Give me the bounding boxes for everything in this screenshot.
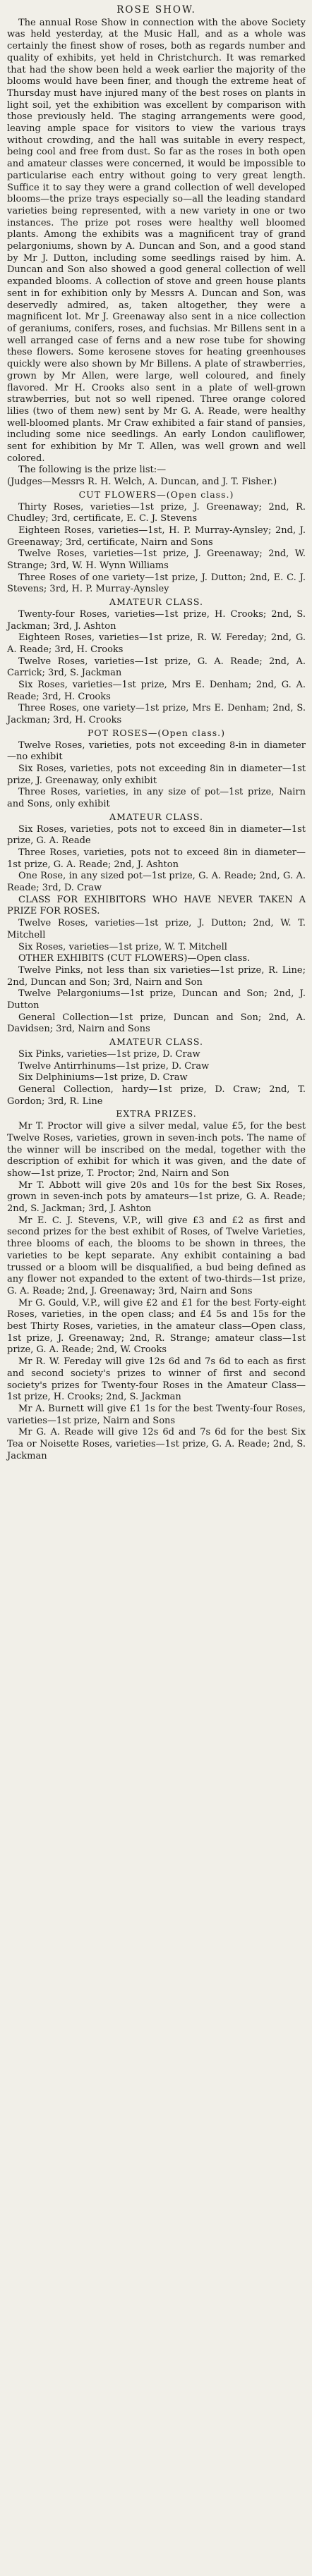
- paragraph: The annual Rose Show in connection with the above Society was held yesterday, at the Music Hall, and as a whole was certainly the finest show of roses, both as regards number and quality of exhibits, yet held in Christchurch. It was remarked that had the show been held a week earlier the majority of the blooms would have been finer, and though the extreme heat of Thursday must have injured many of the best roses on plants in light soil, yet the exhibition was excellent by comparison with those previously held. The staging arrangements were good, leaving ample space for visitors to view the various trays without crowding, and the hall was suitable in every respect, being cool and free from dust. So far as the roses in both open and amateur classes were concerned, it would be impossible to particularise each entry without going to very great length. Suffice it to say they were a grand collection of well developed blooms—the prize trays especially so—all the leading standard varieties being represented, with a new variety in one or two instances. The prize pot roses were healthy well bloomed plants. Among the exhibits was a magnificent tray of grand pelargoniums, shown by A. Duncan and Son, and a good stand by Mr J. Dutton, including some seedlings raised by him. A. Duncan and Son also showed a good general collection of well expanded blooms. A collection of stove and green house plants sent in for exhibition only by Messrs A. Duncan and Son, was deservedly admired, as, taken altogether, they were a magnificent lot. Mr J. Greenaway also sent in a nice collection of geraniums, conifers, roses, and fuchsias. Mr Billens sent in a well arranged case of ferns and a new rose tube for showing these flowers. Some kerosene stoves for heating greenhouses quickly were also shown by Mr Billens. A plate of strawberries, grown by Mr Allen, were large, well coloured, and finely flavored. Mr H. Crooks also sent in a plate of well-grown strawberries, but not so well ripened. Three orange colored lilies (two of them new) sent by Mr G. A. Reade, were healthy well-bloomed plants. Mr Craw exhibited a fair stand of pansies, including some nice seedlings. An early London cauliflower, sent for exhibition by Mr T. Allen, was well grown and well colored.: [7, 17, 306, 464]
- paragraph: Three Roses, varieties, pots not to exceed 8in in diameter—1st prize, G. A. Reade; 2nd, J. Ashton: [7, 847, 306, 870]
- paragraph: Three Roses of one variety—1st prize, J. Dutton; 2nd, E. C. J. Stevens; 3rd, H. P. Murray-Aynsley: [7, 572, 306, 595]
- paragraph: Six Delphiniums—1st prize, D. Craw: [18, 1072, 188, 1084]
- paragraph: Twelve Roses, varieties, pots not exceeding 8-in in diameter—no exhibit: [7, 740, 306, 763]
- section-heading: AMATEUR CLASS.: [109, 811, 203, 822]
- paragraph: Twenty-four Roses, varieties—1st prize, H. Crooks; 2nd, S. Jackman; 3rd, J. Ashton: [7, 608, 306, 632]
- paragraph: Mr T. Proctor will give a silver medal, value £5, for the best Twelve Roses, varieties, grown in seven-inch pots. The name of the winner will be inscribed on the medal, together with the description of exhibit for which it was given, and the date of show—1st prize, T. Proctor; 2nd, Nairn and Son: [7, 1121, 306, 1179]
- paragraph: The following is the prize list:—: [18, 465, 167, 476]
- paragraph: Mr R. W. Fereday will give 12s 6d and 7s 6d to each as first and second society's prizes to winner of first and second society's prizes for Twenty-four Roses in the Amateur Class—1st prize, H. Crooks; 2nd, S. Jackman: [7, 1356, 306, 1403]
- paragraph: Six Pinks, varieties—1st prize, D. Craw: [18, 1048, 200, 1060]
- paragraph: General Collection—1st prize, Duncan and Son; 2nd, A. Davidsen; 3rd, Nairn and Sons: [7, 1012, 306, 1035]
- paragraph: Twelve Roses, varieties—1st prize, G. A. Reade; 2nd, A. Carrick; 3rd, S. Jackman: [7, 656, 306, 679]
- paragraph: Three Roses, varieties, in any size of pot—1st prize, Nairn and Sons, only exhibit: [7, 787, 306, 810]
- paragraph: General Collection, hardy—1st prize, D. Craw; 2nd, T. Gordon; 3rd, R. Line: [7, 1084, 306, 1107]
- paragraph: Six Roses, varieties, pots not exceeding 8in in diameter—1st prize, J. Greenaway, only exhibit: [7, 763, 306, 786]
- section-heading: EXTRA PRIZES.: [116, 1108, 197, 1120]
- article-body: [7, 18, 306, 1463]
- section-heading: AMATEUR CLASS.: [109, 596, 203, 608]
- paragraph: Twelve Pinks, not less than six varieties—1st prize, R. Line; 2nd, Duncan and Son; 3rd, Nairn and Son: [7, 964, 306, 988]
- paragraph: Six Roses, varieties—1st prize, Mrs E. Denham; 2nd, G. A. Reade; 3rd, H. Crooks: [7, 680, 306, 702]
- paragraph: Mr G. A. Reade will give 12s 6d and 7s 6d for the best Six Tea or Noisette Roses, varieties—1st prize, G. A. Reade; 2nd, S. Jackman: [7, 1427, 306, 1461]
- paragraph: Mr E. C. J. Stevens, V.P., will give £3 and £2 as first and second prizes for the best exhibit of Roses, of Twelve Varieties, three blooms of each, the blooms to be shown in threes, the varieties to be kept separate. Any exhibit containing a bad trussed or a bloom will be disqualified, a bud being defined as any flower not expanded to the extent of two-thirds—1st prize, G. A. Reade; 2nd, J. Greenaway; 3rd, Nairn and Sons: [7, 1215, 306, 1296]
- judges-line: (Judges—Messrs R. H. Welch, A. Duncan, and J. T. Fisher.): [7, 477, 277, 488]
- paragraph: Eighteen Roses, varieties—1st prize, R. W. Fereday; 2nd, G. A. Reade; 3rd, H. Crooks: [7, 632, 306, 655]
- section-heading: CUT FLOWERS—(Open class.): [78, 489, 234, 500]
- paragraph: CLASS FOR EXHIBITORS WHO HAVE NEVER TAKEN A PRIZE FOR ROSES.: [7, 894, 306, 917]
- paragraph: Twelve Pelargoniums—1st prize, Duncan and Son; 2nd, J. Dutton: [7, 988, 306, 1012]
- paragraph: Eighteen Roses, varieties—1st, H. P. Murray-Aynsley; 2nd, J. Greenaway; 3rd, certificate, Nairn and Sons: [7, 525, 306, 548]
- section-heading: POT ROSES—(Open class.): [87, 727, 226, 738]
- paragraph: Twelve Roses, varieties—1st prize, J. Greenaway; 2nd, W. Strange; 3rd, W. H. Wynn Williams: [7, 548, 306, 572]
- paragraph: Three Roses, one variety—1st prize, Mrs E. Denham; 2nd, S. Jackman; 3rd, H. Crooks: [7, 703, 306, 726]
- paragraph: Six Roses, varieties—1st prize, W. T. Mitchell: [18, 941, 227, 952]
- paragraph: Mr G. Gould, V.P., will give £2 and £1 for the best Forty-eight Roses, varieties, in the open class; and £4 5s and 15s for the best Thirty Roses, varieties, in the amateur class—Open class, 1st prize, J. Greenaway; 2nd, R. Strange; amateur class—1st prize, G. A. Reade; 2nd, W. Crooks: [7, 1297, 306, 1356]
- paragraph: Mr A. Burnett will give £1 1s for the best Twenty-four Roses, varieties—1st prize, Nairn and Sons: [7, 1403, 306, 1426]
- section-heading: AMATEUR CLASS.: [109, 1036, 203, 1048]
- paragraph: Six Roses, varieties, pots not to exceed 8in in diameter—1st prize, G. A. Reade: [7, 823, 306, 847]
- paragraph: OTHER EXHIBITS (CUT FLOWERS)—Open class.: [18, 953, 251, 964]
- article-title: ROSE SHOW.: [116, 4, 196, 16]
- paragraph: Twelve Roses, varieties—1st prize, J. Dutton; 2nd, W. T. Mitchell: [7, 918, 306, 940]
- paragraph: Twelve Antirrhinums—1st prize, D. Craw: [18, 1060, 210, 1072]
- paragraph: One Rose, in any sized pot—1st prize, G. A. Reade; 2nd, G. A. Reade; 3rd, D. Craw: [7, 871, 306, 894]
- paragraph: Mr T. Abbott will give 20s and 10s for the best Six Roses, grown in seven-inch pots by amateurs—1st prize, G. A. Reade; 2nd, S. Jackman; 3rd, J. Ashton: [7, 1179, 306, 1215]
- paragraph: Thirty Roses, varieties—1st prize, J. Greenaway; 2nd, R. Chudley; 3rd, certificate, E. C. J. Stevens: [7, 501, 306, 525]
